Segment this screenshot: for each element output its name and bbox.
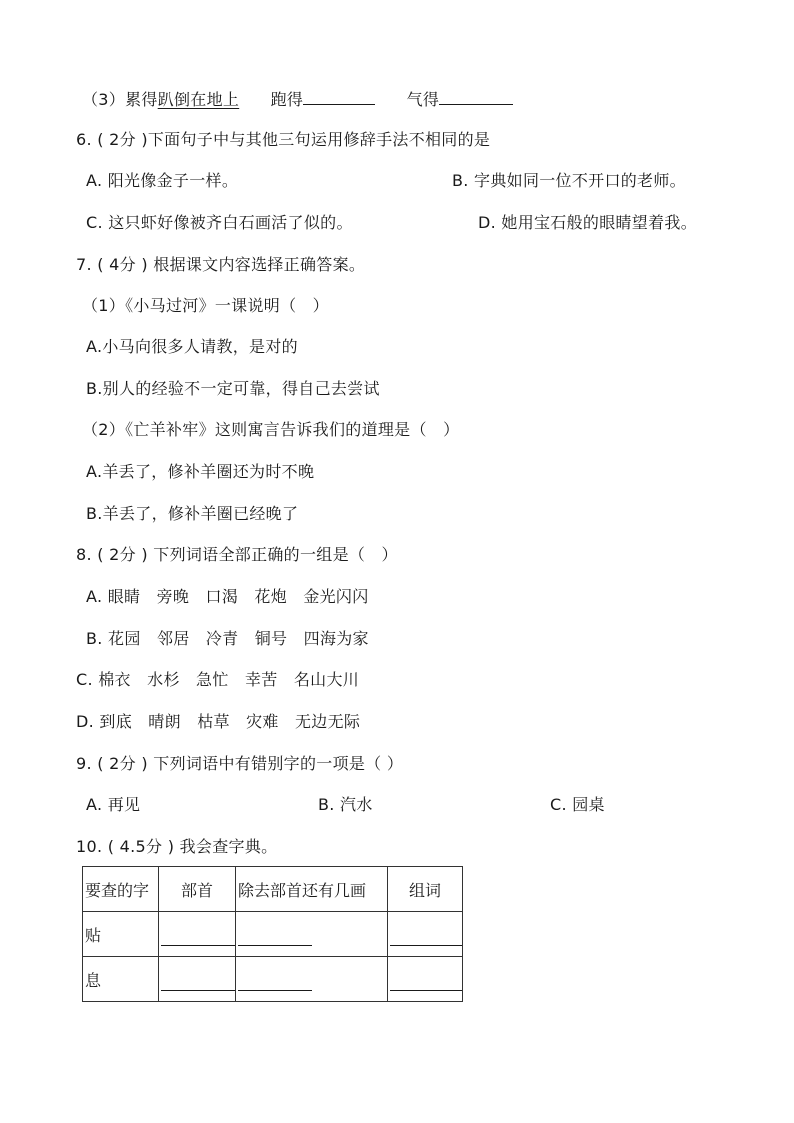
table-header-cell: 除去部首还有几画 xyxy=(236,867,388,912)
table-cell-blank[interactable] xyxy=(159,957,236,1002)
q5-part3-underlined: 趴倒在地上 xyxy=(157,90,240,109)
dictionary-table xyxy=(82,866,463,1002)
q8-title: 8. ( 2分 ) 下列词语全部正确的一组是（ ） xyxy=(76,545,398,564)
q7-title: 7. ( 4分 ) 根据课文内容选择正确答案。 xyxy=(76,255,366,274)
q9-option-a: A. 再见 xyxy=(86,795,141,814)
q8-option-d: D. 到底 晴朗 枯草 灾难 无边无际 xyxy=(76,712,361,731)
q9-option-b: B. 汽水 xyxy=(318,795,373,814)
q7-sub2-option-a: A.羊丢了，修补羊圈还为时不晚 xyxy=(86,462,315,481)
q6-option-b: B. 字典如同一位不开口的老师。 xyxy=(452,171,686,190)
table-header-row xyxy=(83,867,463,912)
q6-title: 6. ( 2分 )下面句子中与其他三句运用修辞手法不相同的是 xyxy=(76,130,491,149)
table-header-cell: 部首 xyxy=(159,867,236,912)
table-row xyxy=(83,957,463,1002)
q5-part3-label: （3）累得 xyxy=(82,90,158,109)
table-header-cell: 组词 xyxy=(388,867,463,912)
q8-option-a: A. 眼睛 旁晚 口渴 花炮 金光闪闪 xyxy=(86,587,369,606)
table-cell-blank[interactable] xyxy=(159,912,236,957)
table-cell-char: 息 xyxy=(83,957,159,1002)
q5-part3-run: 跑得 xyxy=(270,90,304,109)
q10-title: 10. ( 4.5分 ) 我会查字典。 xyxy=(76,837,278,856)
table-cell-blank[interactable] xyxy=(388,912,463,957)
q7-sub1-option-a: A.小马向很多人请教，是对的 xyxy=(86,337,298,356)
q7-sub2: （2）《亡羊补牢》这则寓言告诉我们的道理是（ ） xyxy=(82,420,460,439)
q7-sub1: （1）《小马过河》一课说明（ ） xyxy=(82,296,329,315)
table-cell-blank[interactable] xyxy=(236,957,388,1002)
table-cell-blank[interactable] xyxy=(388,957,463,1002)
q5-part3-angry: 气得 xyxy=(406,90,440,109)
q7-sub1-option-b: B.别人的经验不一定可靠，得自己去尝试 xyxy=(86,379,380,398)
q6-option-c: C. 这只虾好像被齐白石画活了似的。 xyxy=(86,213,353,232)
q6-option-a: A. 阳光像金子一样。 xyxy=(86,171,239,190)
q9-option-c: C. 园桌 xyxy=(550,795,605,814)
q5-part3-line xyxy=(82,88,513,110)
table-cell-blank[interactable] xyxy=(236,912,388,957)
answer-blank[interactable] xyxy=(439,88,513,105)
q6-option-d: D. 她用宝石般的眼睛望着我。 xyxy=(478,213,697,232)
q8-option-b: B. 花园 邻居 冷青 铜号 四海为家 xyxy=(86,629,369,648)
q7-sub2-option-b: B.羊丢了，修补羊圈已经晚了 xyxy=(86,504,299,523)
table-header-cell: 要查的字 xyxy=(83,867,159,912)
table-cell-char: 贴 xyxy=(83,912,159,957)
table-row xyxy=(83,912,463,957)
q9-title: 9. ( 2分 ) 下列词语中有错别字的一项是（ ） xyxy=(76,754,404,773)
q8-option-c: C. 棉衣 水杉 急忙 幸苦 名山大川 xyxy=(76,670,360,689)
answer-blank[interactable] xyxy=(303,88,375,105)
